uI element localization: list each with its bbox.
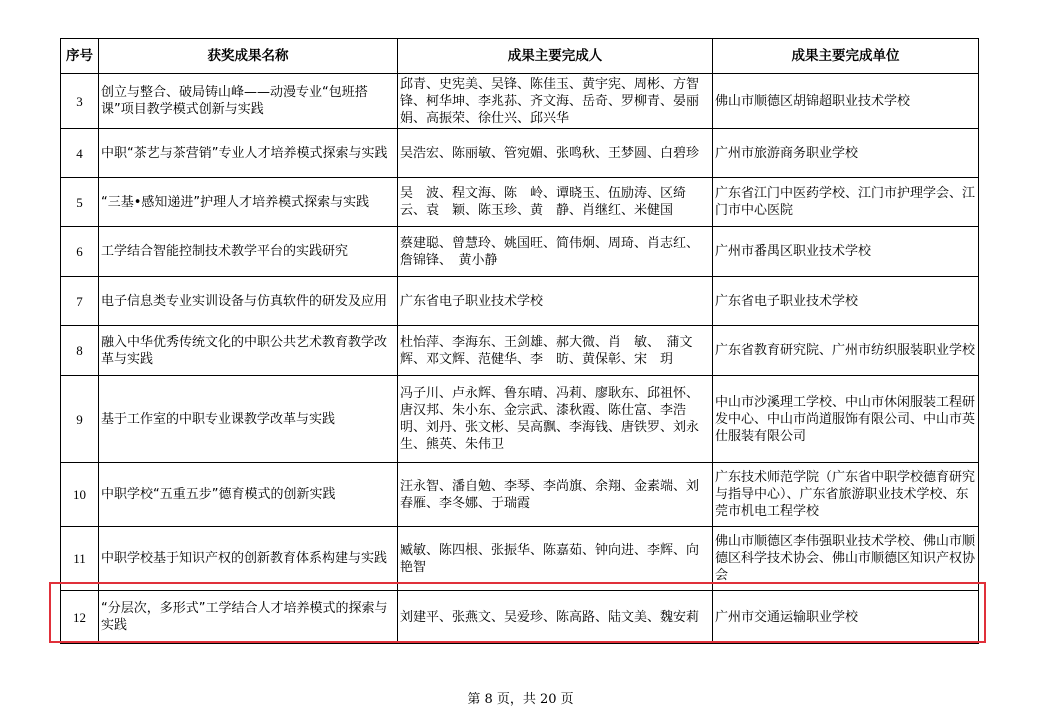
row-no: 12 [61, 591, 99, 644]
table-row [61, 74, 979, 129]
row-persons: 邱青、史宪美、吴锋、陈佳玉、黄宇宪、周彬、方智锋、柯华坤、李兆荪、齐文海、岳奇、罗柳青、晏丽娟、高振荣、徐仕兴、邱兴华 [398, 74, 713, 129]
row-award-name: “三基•感知递进”护理人才培养模式探索与实践 [99, 178, 398, 227]
table-row [61, 376, 979, 463]
row-award-name: 中职学校“五重五步”德育模式的创新实践 [99, 463, 398, 527]
header-row [61, 39, 979, 74]
row-award-name: 中职“茶艺与茶营销”专业人才培养模式探索与实践 [99, 129, 398, 178]
table-row [61, 277, 979, 326]
row-no: 4 [61, 129, 99, 178]
row-persons: 冯子川、卢永辉、鲁东晴、冯莉、廖耿东、邱祖怀、唐汉邦、朱小东、金宗武、漆秋霞、陈仕富、李浩明、刘丹、张文彬、吴高飘、李海钱、唐铁罗、刘永生、熊英、朱伟卫 [398, 376, 713, 463]
row-units: 广州市旅游商务职业学校 [713, 129, 979, 178]
row-no: 3 [61, 74, 99, 129]
table-row [61, 227, 979, 277]
table-row [61, 527, 979, 591]
row-award-name: 基于工作室的中职专业课教学改革与实践 [99, 376, 398, 463]
row-award-name: 中职学校基于知识产权的创新教育体系构建与实践 [99, 527, 398, 591]
row-no: 8 [61, 326, 99, 376]
row-persons: 吴 波、程文海、陈 岭、谭晓玉、伍励涛、区绮云、袁 颖、陈玉珍、黄 静、肖继红、米健国 [398, 178, 713, 227]
row-units: 广州市交通运输职业学校 [713, 591, 979, 644]
row-persons: 吴浩宏、陈丽敏、管宛媚、张鸣秋、王梦圆、白碧珍 [398, 129, 713, 178]
row-persons: 臧敏、陈四根、张振华、陈嘉茹、钟向进、李辉、向艳智 [398, 527, 713, 591]
row-no: 7 [61, 277, 99, 326]
row-units: 广东省教育研究院、广州市纺织服装职业学校 [713, 326, 979, 376]
row-award-name: 创立与整合、破局铸山峰——动漫专业“包班搭课”项目教学模式创新与实践 [99, 74, 398, 129]
page-footer: 第 8 页，共 20 页 [467, 692, 574, 707]
table-row [61, 591, 979, 644]
row-persons: 杜怡萍、李海东、王剑雄、郝大微、肖 敏、 蒲文辉、邓文辉、范健华、李 昉、黄保彰、宋 玥 [398, 326, 713, 376]
row-persons: 汪永智、潘自勉、李琴、李尚旗、余翔、金素端、刘春雁、李冬娜、于瑞霞 [398, 463, 713, 527]
awards-table [60, 38, 979, 644]
row-units: 广州市番禺区职业技术学校 [713, 227, 979, 277]
row-units: 佛山市顺德区胡锦超职业技术学校 [713, 74, 979, 129]
row-no: 11 [61, 527, 99, 591]
header-name: 获奖成果名称 [99, 39, 398, 74]
header-units: 成果主要完成单位 [713, 39, 979, 74]
row-units: 中山市沙溪理工学校、中山市休闲服装工程研发中心、中山市尚道服饰有限公司、中山市英仕服装有限公司 [713, 376, 979, 463]
row-persons: 广东省电子职业技术学校 [398, 277, 713, 326]
table-row [61, 129, 979, 178]
row-no: 5 [61, 178, 99, 227]
row-units: 佛山市顺德区李伟强职业技术学校、佛山市顺德区科学技术协会、佛山市顺德区知识产权协会 [713, 527, 979, 591]
row-no: 10 [61, 463, 99, 527]
row-no: 9 [61, 376, 99, 463]
row-persons: 刘建平、张燕文、吴爱珍、陈高路、陆文美、魏安莉 [398, 591, 713, 644]
table-row [61, 178, 979, 227]
row-award-name: 融入中华优秀传统文化的中职公共艺术教育教学改革与实践 [99, 326, 398, 376]
header-persons: 成果主要完成人 [398, 39, 713, 74]
row-units: 广东省江门中医药学校、江门市护理学会、江门市中心医院 [713, 178, 979, 227]
row-persons: 蔡建聪、曾慧玲、姚国旺、简伟炯、周琦、肖志红、詹锦锋、 黄小静 [398, 227, 713, 277]
header-no: 序号 [61, 39, 99, 74]
row-units: 广东省电子职业技术学校 [713, 277, 979, 326]
row-units: 广东技术师范学院（广东省中职学校德育研究与指导中心）、广东省旅游职业技术学校、东莞市机电工程学校 [713, 463, 979, 527]
row-award-name: “分层次，多形式”工学结合人才培养模式的探索与实践 [99, 591, 398, 644]
row-award-name: 工学结合智能控制技术教学平台的实践研究 [99, 227, 398, 277]
row-award-name: 电子信息类专业实训设备与仿真软件的研发及应用 [99, 277, 398, 326]
table-row [61, 326, 979, 376]
row-no: 6 [61, 227, 99, 277]
table-row [61, 463, 979, 527]
